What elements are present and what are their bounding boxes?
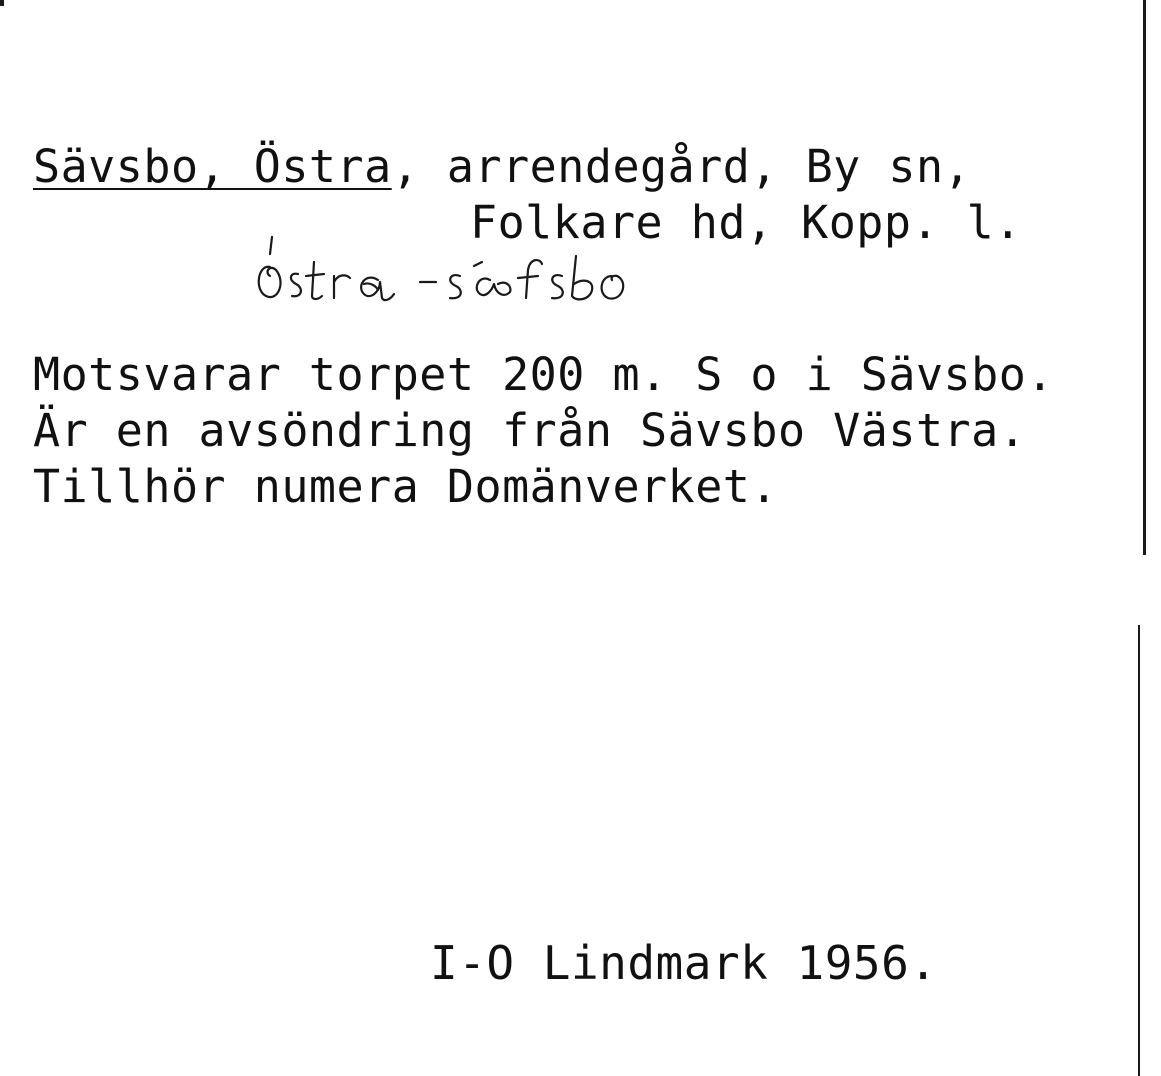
scan-edge-mark — [0, 0, 4, 6]
handwritten-annotation — [250, 232, 640, 312]
card-heading — [33, 140, 972, 193]
place-name: Sävsbo, Östra — [33, 140, 392, 193]
body-line-1: Motsvarar torpet 200 m. S o i Sävsbo. — [33, 348, 1054, 401]
card-right-edge-lower — [1138, 625, 1140, 1076]
heading-line-2: Folkare hd, Kopp. l. — [470, 196, 1022, 249]
heading-details: , arrendegård, By sn, — [391, 140, 972, 193]
body-line-3: Tillhör numera Domänverket. — [33, 460, 778, 513]
card-right-edge-upper — [1143, 0, 1146, 555]
body-line-2: Är en avsöndring från Sävsbo Västra. — [33, 404, 1027, 457]
signature-line: I-O Lindmark 1956. — [430, 936, 938, 990]
